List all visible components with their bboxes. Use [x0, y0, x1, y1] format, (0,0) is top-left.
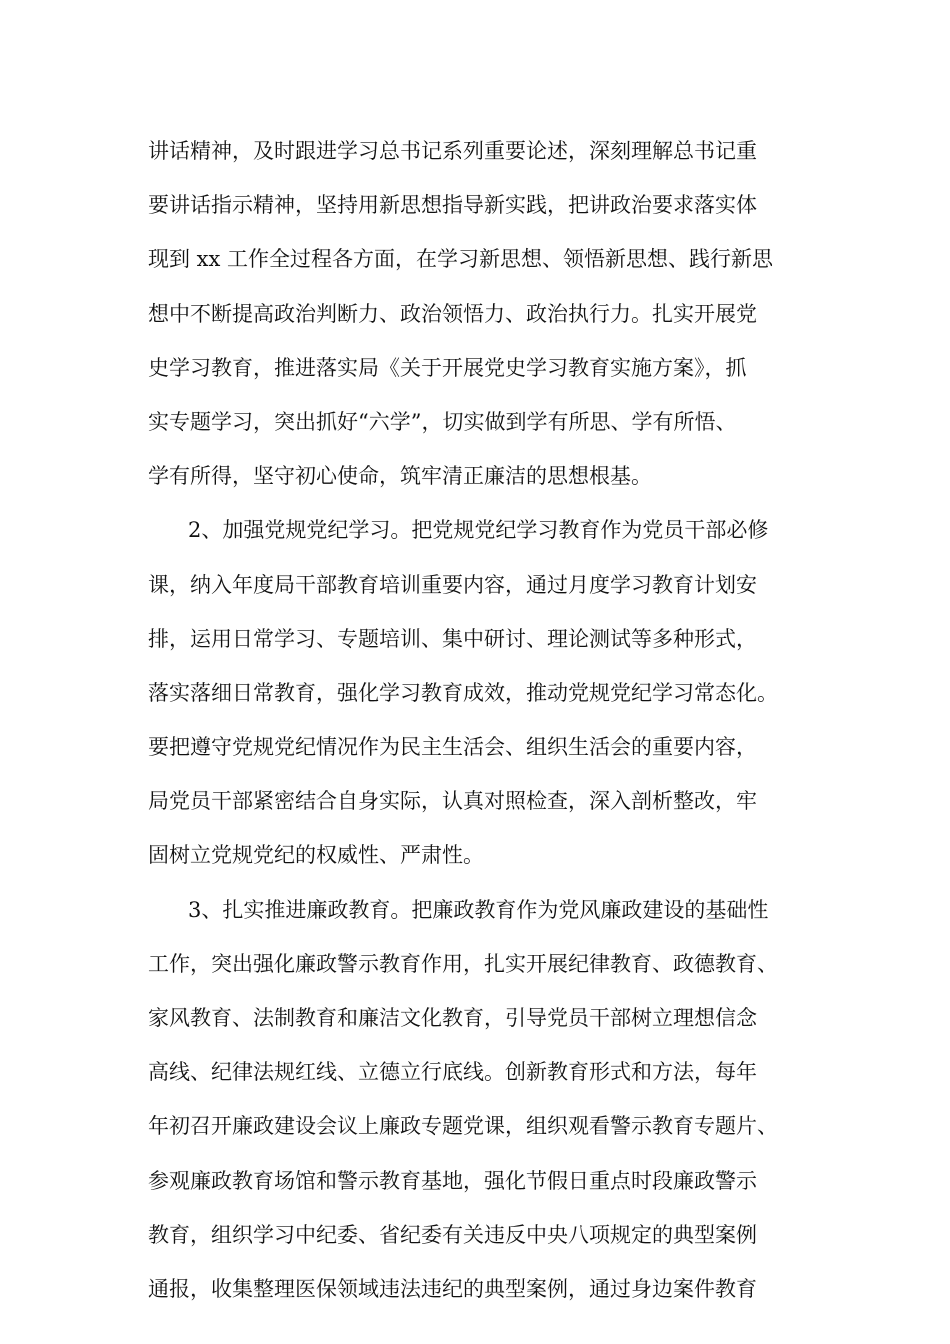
paragraph-2 [148, 503, 808, 882]
text-line: 固树立党规党纪的权威性、严肃性。 [148, 843, 484, 868]
paragraph-3 [148, 883, 808, 1317]
text-line: 学有所得，坚守初心使命，筑牢清正廉洁的思想根基。 [148, 464, 652, 489]
text-line: 要把遵守党规党纪情况作为民主生活会、组织生活会的重要内容， [148, 735, 757, 760]
text-line: 落实落细日常教育，强化学习教育成效，推动党规党纪学习常态化。 [148, 680, 778, 705]
text-line: 通报，收集整理医保领域违法违纪的典型案例，通过身边案件教育 [148, 1276, 757, 1301]
text-line: 排，运用日常学习、专题培训、集中研讨、理论测试等多种形式， [148, 626, 757, 651]
text-line: 现到 xx 工作全过程各方面，在学习新思想、领悟新思想、践行新思 [148, 247, 774, 272]
text-line: 参观廉政教育场馆和警示教育基地，强化节假日重点时段廉政警示 [148, 1168, 757, 1193]
text-line: 想中不断提高政治判断力、政治领悟力、政治执行力。扎实开展党 [148, 301, 757, 326]
text-line: 讲话精神，及时跟进学习总书记系列重要论述，深刻理解总书记重 [148, 139, 757, 163]
text-line: 2、加强党规党纪学习。把党规党纪学习教育作为党员干部必修 [188, 518, 769, 543]
text-line: 实专题学习，突出抓好“六学”，切实做到学有所思、学有所悟、 [148, 409, 737, 434]
text-line: 3、扎实推进廉政教育。把廉政教育作为党风廉政建设的基础性 [188, 897, 769, 922]
text-line: 教育，组织学习中纪委、省纪委有关违反中央八项规定的典型案例 [148, 1222, 757, 1247]
text-line: 局党员干部紧密结合自身实际，认真对照检查，深入剖析整改，牢 [148, 789, 757, 814]
paragraph-1 [148, 124, 808, 503]
text-line: 年初召开廉政建设会议上廉政专题党课，组织观看警示教育专题片、 [148, 1114, 778, 1139]
text-line: 史学习教育，推进落实局《关于开展党史学习教育实施方案》，抓 [148, 355, 747, 380]
text-line: 课，纳入年度局干部教育培训重要内容，通过月度学习教育计划安 [148, 572, 757, 597]
text-line: 家风教育、法制教育和廉洁文化教育，引导党员干部树立理想信念 [148, 1006, 757, 1030]
text-line: 要讲话指示精神，坚持用新思想指导新实践，把讲政治要求落实体 [148, 193, 757, 218]
document-body [148, 124, 808, 1316]
text-line: 高线、纪律法规红线、立德立行底线。创新教育形式和方法，每年 [148, 1060, 757, 1085]
text-line: 工作，突出强化廉政警示教育作用，扎实开展纪律教育、政德教育、 [148, 951, 778, 976]
